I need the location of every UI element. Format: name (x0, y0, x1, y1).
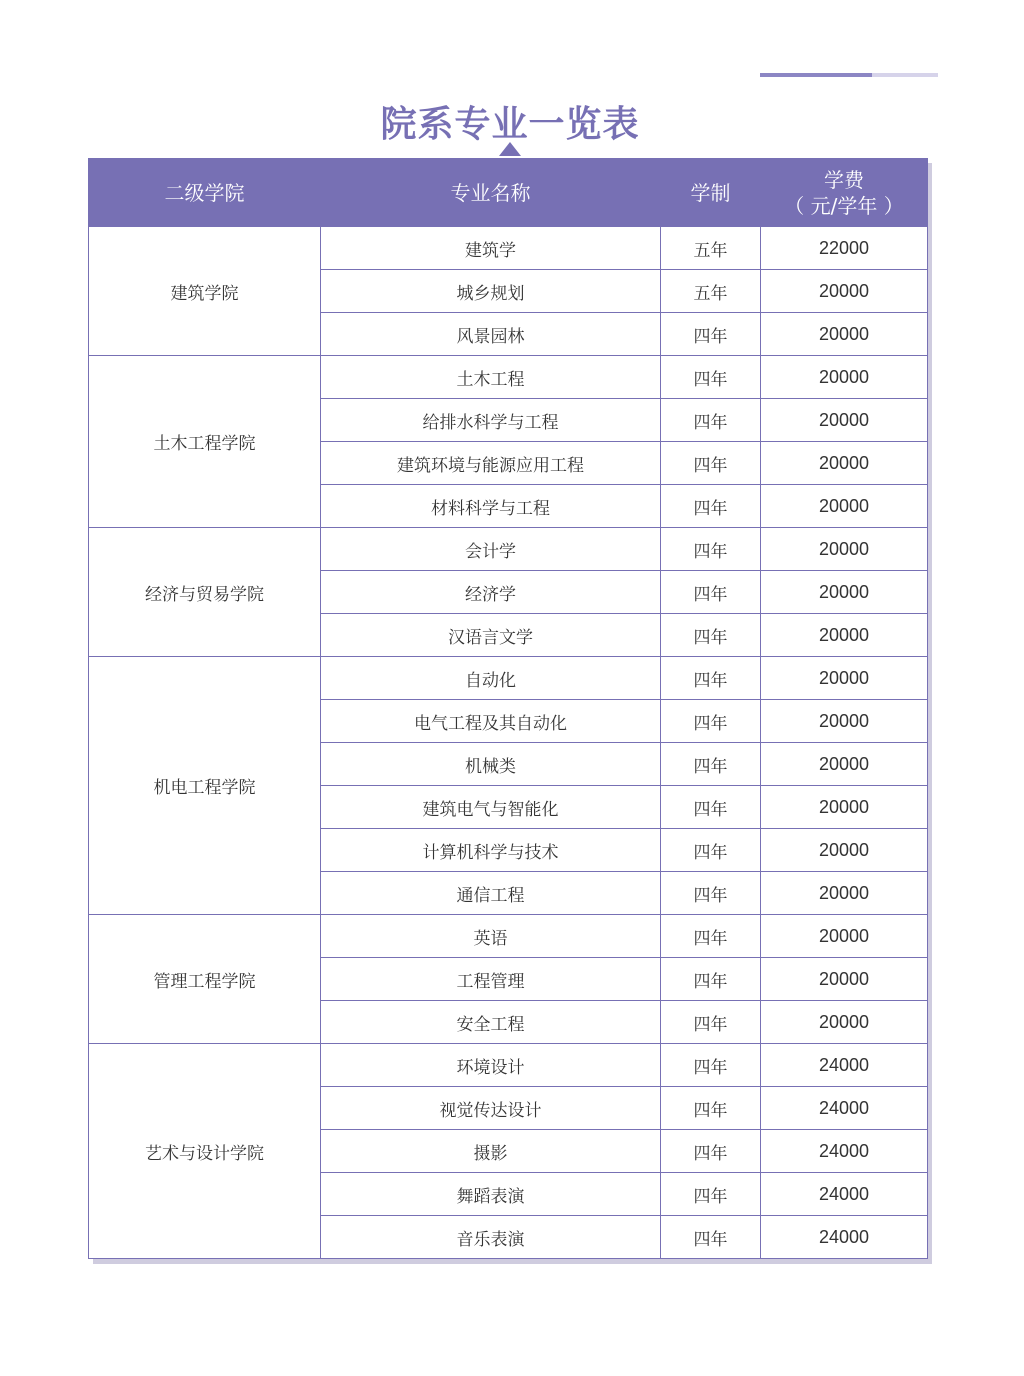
fee-cell: 20000 (761, 485, 928, 528)
major-name-cell: 会计学 (321, 528, 661, 571)
table-header (89, 159, 928, 227)
college-cell: 艺术与设计学院 (89, 1044, 321, 1259)
major-name-cell: 建筑学 (321, 227, 661, 270)
major-name-cell: 汉语言文学 (321, 614, 661, 657)
duration-cell: 四年 (661, 786, 761, 829)
major-name-cell: 音乐表演 (321, 1216, 661, 1259)
major-name-cell: 机械类 (321, 743, 661, 786)
major-name-cell: 环境设计 (321, 1044, 661, 1087)
majors-table-container (88, 158, 927, 1259)
table-row (89, 915, 928, 958)
fee-cell: 24000 (761, 1130, 928, 1173)
college-cell: 土木工程学院 (89, 356, 321, 528)
duration-cell: 四年 (661, 399, 761, 442)
major-name-cell: 视觉传达设计 (321, 1087, 661, 1130)
major-name-cell: 材料科学与工程 (321, 485, 661, 528)
fee-cell: 20000 (761, 786, 928, 829)
table-row (89, 227, 928, 270)
fee-cell: 20000 (761, 614, 928, 657)
fee-cell: 20000 (761, 270, 928, 313)
page-title: 院系专业一览表 (380, 104, 640, 145)
top-decorative-rule-accent (760, 73, 872, 77)
duration-cell: 四年 (661, 1173, 761, 1216)
fee-cell: 20000 (761, 356, 928, 399)
duration-cell: 四年 (661, 1087, 761, 1130)
major-name-cell: 通信工程 (321, 872, 661, 915)
major-name-cell: 工程管理 (321, 958, 661, 1001)
title-pointer-triangle (499, 142, 521, 156)
table-row (89, 1044, 928, 1087)
college-cell: 机电工程学院 (89, 657, 321, 915)
table-header-row (89, 159, 928, 227)
fee-cell: 20000 (761, 442, 928, 485)
duration-cell: 四年 (661, 657, 761, 700)
college-cell: 建筑学院 (89, 227, 321, 356)
duration-cell: 四年 (661, 872, 761, 915)
duration-cell: 五年 (661, 227, 761, 270)
fee-cell: 20000 (761, 657, 928, 700)
fee-cell: 20000 (761, 399, 928, 442)
duration-cell: 四年 (661, 614, 761, 657)
college-cell: 管理工程学院 (89, 915, 321, 1044)
table-row (89, 356, 928, 399)
major-name-cell: 英语 (321, 915, 661, 958)
top-decorative-rule (760, 73, 938, 77)
major-name-cell: 舞蹈表演 (321, 1173, 661, 1216)
fee-cell: 20000 (761, 829, 928, 872)
fee-cell: 20000 (761, 958, 928, 1001)
fee-cell: 20000 (761, 743, 928, 786)
major-name-cell: 建筑电气与智能化 (321, 786, 661, 829)
duration-cell: 四年 (661, 958, 761, 1001)
duration-cell: 四年 (661, 571, 761, 614)
duration-cell: 四年 (661, 1001, 761, 1044)
duration-cell: 四年 (661, 743, 761, 786)
duration-cell: 四年 (661, 1216, 761, 1259)
duration-cell: 四年 (661, 356, 761, 399)
table-row (89, 657, 928, 700)
duration-cell: 四年 (661, 829, 761, 872)
duration-cell: 四年 (661, 528, 761, 571)
header-fee (761, 159, 928, 227)
duration-cell: 四年 (661, 485, 761, 528)
duration-cell: 四年 (661, 915, 761, 958)
major-name-cell: 经济学 (321, 571, 661, 614)
fee-cell: 24000 (761, 1216, 928, 1259)
major-name-cell: 土木工程 (321, 356, 661, 399)
major-name-cell: 风景园林 (321, 313, 661, 356)
major-name-cell: 摄影 (321, 1130, 661, 1173)
header-college: 二级学院 (89, 159, 321, 227)
header-fee-line1: 学费 (824, 167, 864, 192)
majors-table (88, 158, 928, 1259)
fee-cell: 20000 (761, 528, 928, 571)
header-major: 专业名称 (321, 159, 661, 227)
header-fee-line2: （ 元/学年 ） (784, 193, 904, 218)
fee-cell: 20000 (761, 700, 928, 743)
fee-cell: 20000 (761, 571, 928, 614)
table-row (89, 528, 928, 571)
table-body (89, 227, 928, 1259)
fee-cell: 22000 (761, 227, 928, 270)
duration-cell: 五年 (661, 270, 761, 313)
duration-cell: 四年 (661, 1044, 761, 1087)
fee-cell: 20000 (761, 313, 928, 356)
college-cell: 经济与贸易学院 (89, 528, 321, 657)
fee-cell: 20000 (761, 1001, 928, 1044)
major-name-cell: 电气工程及其自动化 (321, 700, 661, 743)
fee-cell: 20000 (761, 872, 928, 915)
duration-cell: 四年 (661, 442, 761, 485)
major-name-cell: 给排水科学与工程 (321, 399, 661, 442)
duration-cell: 四年 (661, 700, 761, 743)
major-name-cell: 安全工程 (321, 1001, 661, 1044)
fee-cell: 24000 (761, 1173, 928, 1216)
fee-cell: 20000 (761, 915, 928, 958)
duration-cell: 四年 (661, 313, 761, 356)
header-duration: 学制 (661, 159, 761, 227)
fee-cell: 24000 (761, 1044, 928, 1087)
major-name-cell: 自动化 (321, 657, 661, 700)
duration-cell: 四年 (661, 1130, 761, 1173)
major-name-cell: 城乡规划 (321, 270, 661, 313)
fee-cell: 24000 (761, 1087, 928, 1130)
major-name-cell: 建筑环境与能源应用工程 (321, 442, 661, 485)
major-name-cell: 计算机科学与技术 (321, 829, 661, 872)
